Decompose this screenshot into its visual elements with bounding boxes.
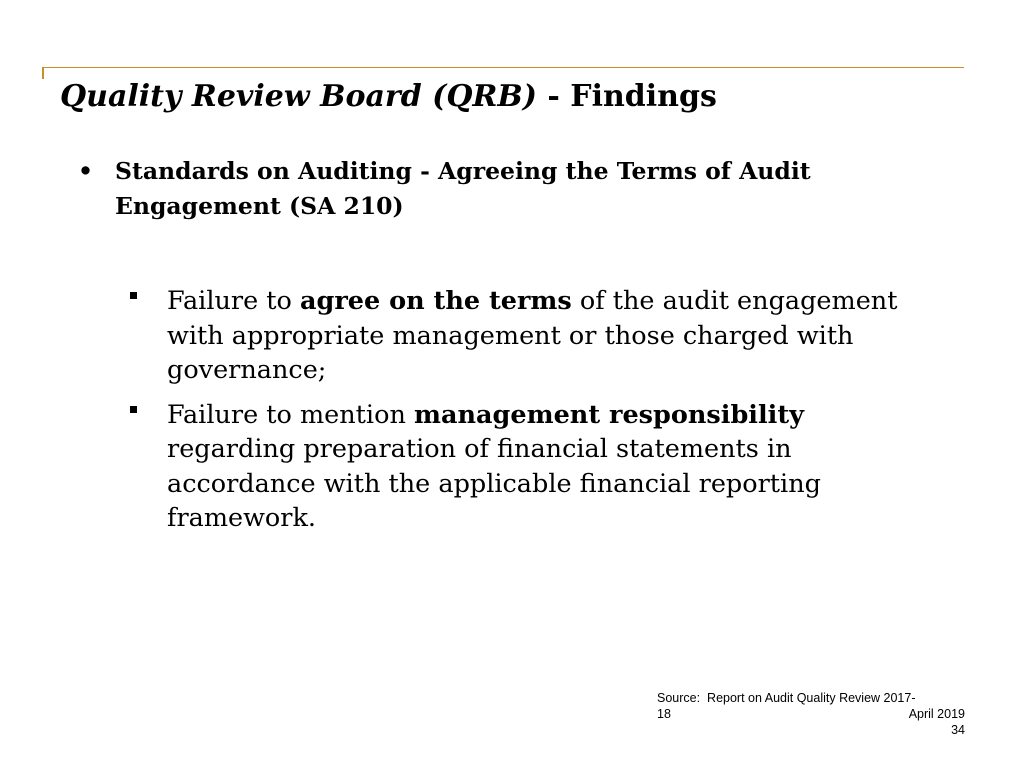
main-bullet-text: Standards on Auditing - Agreeing the Terms of Audit Engagement (SA 210) bbox=[115, 157, 811, 220]
sub-bullet-text bbox=[167, 398, 928, 536]
source-continuation: 18 bbox=[657, 707, 671, 721]
source-label: Source: bbox=[657, 691, 701, 705]
slide-title bbox=[60, 78, 717, 116]
main-bullet bbox=[78, 154, 938, 224]
sub-bullet-list bbox=[128, 284, 928, 546]
header-accent-line bbox=[42, 67, 964, 68]
sub-bullet-item bbox=[128, 398, 928, 536]
source-text: Report on Audit Quality Review 2017- bbox=[707, 691, 916, 705]
source-line bbox=[657, 690, 965, 706]
sub-bullet-text-after: of the audit engagement with appropriate management or those charged with governance; bbox=[167, 286, 898, 385]
square-bullet-icon bbox=[130, 406, 137, 413]
footer-date: April 2019 bbox=[908, 707, 965, 721]
sub-bullet-text-before: Failure to bbox=[167, 286, 300, 316]
sub-bullet-text bbox=[167, 284, 928, 388]
sub-bullet-item bbox=[128, 284, 928, 388]
page-number: 34 bbox=[951, 723, 965, 737]
slide-title-italic: Quality Review Board (QRB) bbox=[60, 79, 537, 114]
source-footer bbox=[657, 690, 965, 738]
sub-bullet-text-before: Failure to mention bbox=[167, 399, 414, 430]
source-line-2 bbox=[657, 706, 965, 722]
sub-bullet-text-bold: agree on the terms bbox=[300, 286, 572, 316]
sub-bullet-text-bold: management responsibility bbox=[413, 399, 804, 430]
sub-bullet-text-after: regarding preparation of financial statements in accordance with the applicable financial reporting framework. bbox=[167, 434, 821, 533]
square-bullet-icon bbox=[130, 292, 137, 299]
header-accent-tick bbox=[42, 67, 44, 79]
slide-title-rest: - Findings bbox=[536, 79, 717, 114]
bullet-dot-icon: • bbox=[78, 157, 94, 185]
